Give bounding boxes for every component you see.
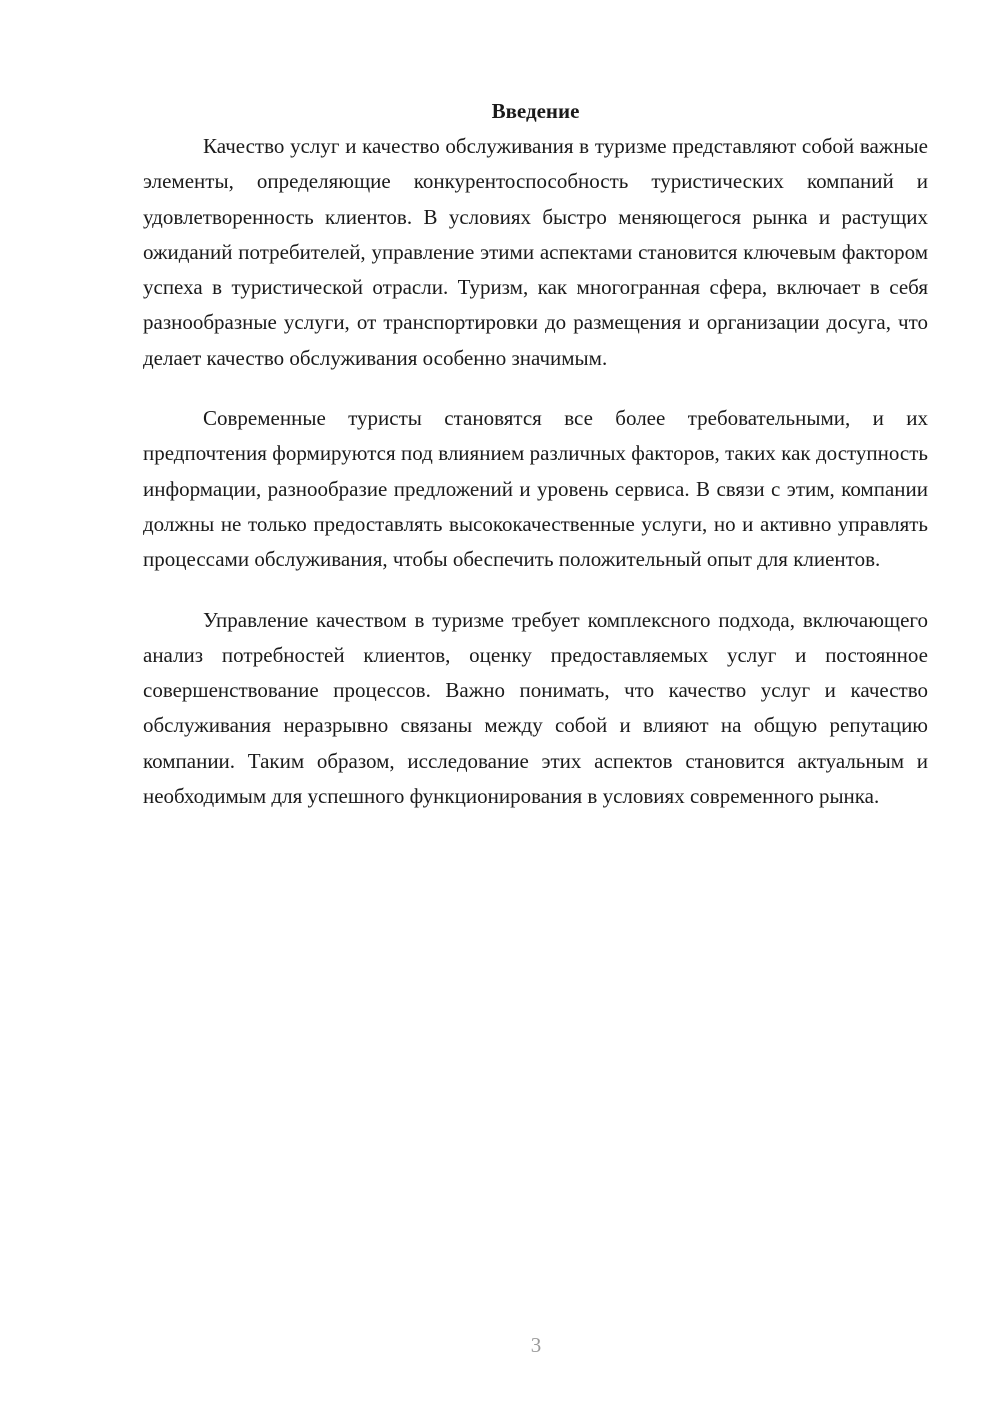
paragraph-1: Качество услуг и качество обслуживания в туризме представляют собой важные элементы, определяющие конкурентоспособность туристических компаний и удовлетворенность клиентов. В условиях быстро меняющегося рынка и растущих ожиданий потребителей, управление этими аспектами становится ключевым фактором успеха в туристической отрасли. Туризм, как многогранная сфера, включает в себя разнообразные услуги, от транспортировки до размещения и организации досуга, что делает качество обслуживания особенно значимым. [143,134,928,370]
page-content [143,94,928,814]
section-title: Введение [491,99,580,123]
paragraph-2: Современные туристы становятся все более требовательными, и их предпочтения формируются под влиянием различных факторов, таких как доступность информации, разнообразие предложений и уровень сервиса. В связи с этим, компании должны не только предоставлять высококачественные услуги, но и активно управлять процессами обслуживания, чтобы обеспечить положительный опыт для клиентов. [143,406,928,572]
paragraph-3: Управление качеством в туризме требует комплексного подхода, включающего анализ потребностей клиентов, оценку предоставляемых услуг и постоянное совершенствование процессов. Важно понимать, что качество услуг и качество обслуживания неразрывно связаны между собой и влияют на общую репутацию компании. Таким образом, исследование этих аспектов становится актуальным и необходимым для успешного функционирования в условиях современного рынка. [143,607,928,809]
page-number: 3 [530,1333,542,1357]
